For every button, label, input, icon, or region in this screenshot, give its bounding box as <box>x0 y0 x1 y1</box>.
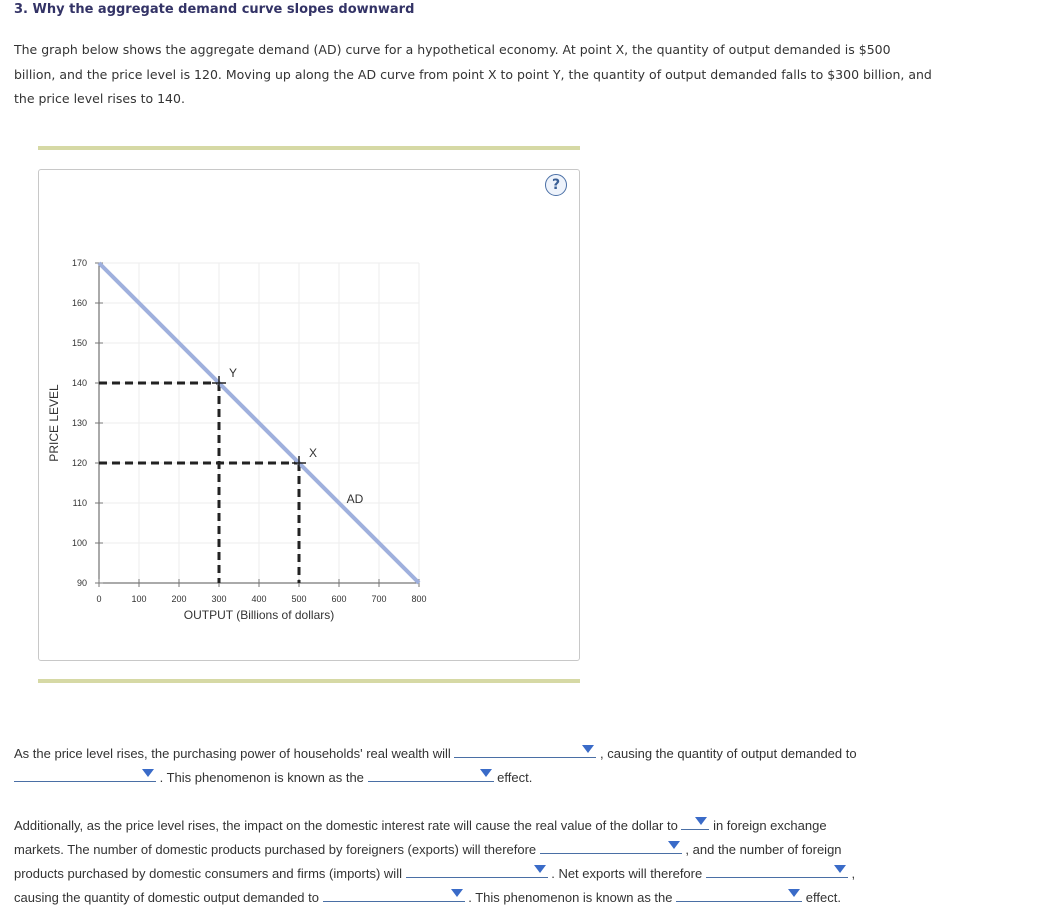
p2-text-1: Additionally, as the price level rises, the impact on the domestic interest rate will cause the real value of the dollar to <box>14 818 678 833</box>
point-label-y: Y <box>228 366 238 380</box>
x-axis-label: OUTPUT (Billions of dollars) <box>183 608 335 622</box>
help-icon[interactable]: ? <box>545 174 567 196</box>
x-tick-label: 500 <box>291 594 307 604</box>
wealth-effect-paragraph <box>14 742 914 790</box>
p2-text-3: markets. The number of domestic products purchased by foreigners (exports) will therefore <box>14 842 537 857</box>
p1-text-4: effect. <box>497 770 533 785</box>
chevron-down-icon <box>534 865 546 873</box>
p1-text-3: . This phenomenon is known as the <box>159 770 364 785</box>
p2-text-10: effect. <box>805 890 841 905</box>
top-divider <box>38 146 580 150</box>
curve-label-ad: AD <box>346 492 364 506</box>
net-exports-change-dropdown[interactable] <box>706 862 848 878</box>
p2-text-7: , <box>851 866 856 881</box>
y-axis-label: PRICE LEVEL <box>47 384 61 462</box>
question-intro: The graph below shows the aggregate demand (AD) curve for a hypothetical economy. At point X, the quantity of output demanded is $500 billion, and the price level is 120. Moving up along the AD curve from point X to point Y, the quantity of output demanded falls to $300 billion, and the price level rises to 140. <box>14 42 932 106</box>
y-tick-label: 120 <box>71 458 87 468</box>
chevron-down-icon <box>788 889 800 897</box>
x-tick-label: 0 <box>96 594 102 604</box>
p2-text-5: products purchased by domestic consumers and firms (imports) will <box>14 866 402 881</box>
p2-text-6: . Net exports will therefore <box>551 866 703 881</box>
x-tick-label: 100 <box>131 594 147 604</box>
ad-chart <box>39 170 579 660</box>
point-label-x: X <box>308 446 318 460</box>
p2-text-2: in foreign exchange <box>713 818 827 833</box>
x-tick-label: 700 <box>371 594 387 604</box>
y-tick-label: 170 <box>71 258 87 268</box>
p2-text-8: causing the quantity of domestic output demanded to <box>14 890 319 905</box>
y-tick-label: 140 <box>71 378 87 388</box>
chevron-down-icon <box>695 817 707 825</box>
p1-text-1: As the price level rises, the purchasing power of households' real wealth will <box>14 746 451 761</box>
p1-text-2: , causing the quantity of output demanded to <box>600 746 857 761</box>
x-tick-label: 400 <box>251 594 267 604</box>
effect-name-dropdown-2[interactable] <box>676 886 802 902</box>
x-tick-label: 200 <box>171 594 187 604</box>
imports-change-dropdown[interactable] <box>406 862 548 878</box>
chevron-down-icon <box>451 889 463 897</box>
y-tick-label: 110 <box>72 498 87 508</box>
x-tick-label: 800 <box>411 594 427 604</box>
output-change-dropdown-2[interactable] <box>323 886 465 902</box>
chevron-down-icon <box>582 745 594 753</box>
chevron-down-icon <box>142 769 154 777</box>
question-title: 3. Why the aggregate demand curve slopes downward <box>14 2 415 17</box>
output-change-dropdown-1[interactable] <box>14 766 156 782</box>
exchange-rate-effect-paragraph <box>14 814 914 914</box>
chevron-down-icon <box>834 865 846 873</box>
bottom-divider <box>38 679 580 683</box>
y-tick-label: 150 <box>71 338 87 348</box>
dollar-value-dropdown[interactable] <box>681 814 709 830</box>
graph-panel <box>38 169 580 661</box>
exports-change-dropdown[interactable] <box>540 838 682 854</box>
chevron-down-icon <box>668 841 680 849</box>
p2-text-4: , and the number of foreign <box>685 842 842 857</box>
chevron-down-icon <box>480 769 492 777</box>
y-tick-label: 90 <box>76 578 87 588</box>
x-tick-label: 300 <box>211 594 227 604</box>
p2-text-9: . This phenomenon is known as the <box>468 890 673 905</box>
effect-name-dropdown-1[interactable] <box>368 766 494 782</box>
y-tick-label: 130 <box>71 418 87 428</box>
x-tick-label: 600 <box>331 594 347 604</box>
y-tick-label: 100 <box>71 538 87 548</box>
wealth-change-dropdown[interactable] <box>454 742 596 758</box>
y-tick-label: 160 <box>71 298 87 308</box>
